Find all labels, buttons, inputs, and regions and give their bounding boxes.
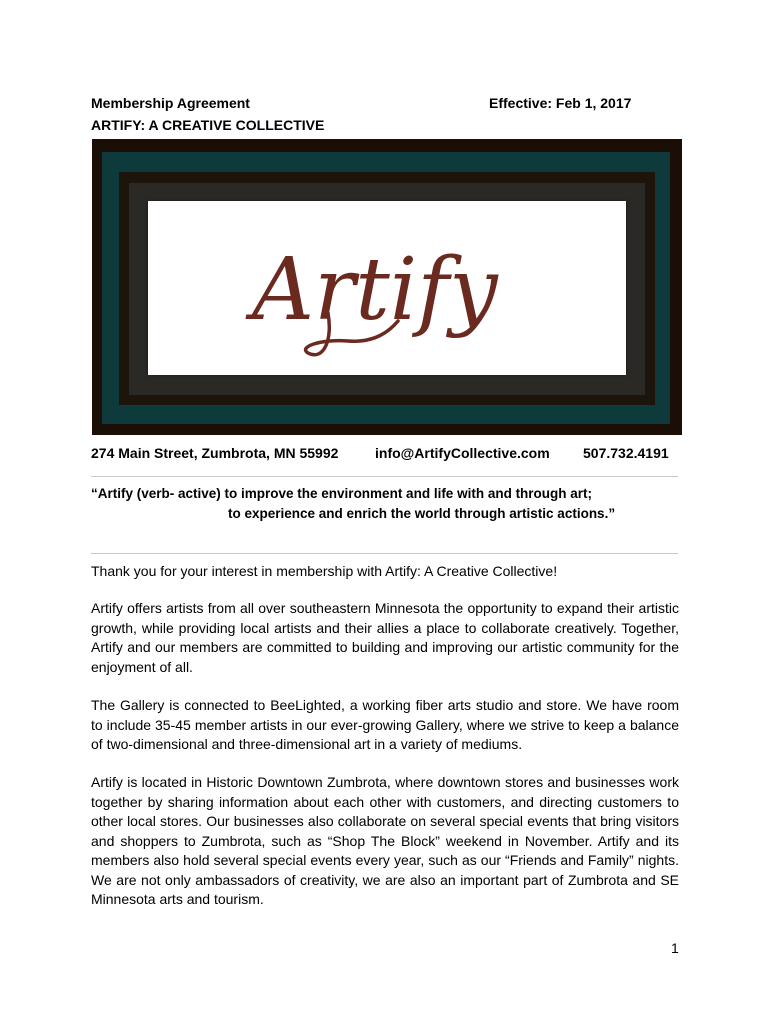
- organization-name: ARTIFY: A CREATIVE COLLECTIVE: [91, 117, 325, 133]
- thanks-paragraph: Thank you for your interest in membership with Artify: A Creative Collective!: [91, 563, 558, 579]
- effective-date: Effective: Feb 1, 2017: [489, 95, 632, 111]
- gallery-paragraph: The Gallery is connected to BeeLighted, a working fiber arts studio and store. We have room to include 35-45 member artists in our ever-growing Gallery, where we strive to keep a balance of two-dimensional and three-dimensional art in a variety of mediums.: [91, 697, 679, 752]
- intro-paragraph: Artify offers artists from all over southeastern Minnesota the opportunity to expand their artistic growth, while providing local artists and their allies a place to collaborate creatively. Together, Artify and our members are committed to building and improving our artistic community for the enjoyment of all.: [91, 600, 679, 675]
- document-title: Membership Agreement: [91, 95, 250, 111]
- quote-line-1: “Artify (verb- active) to improve the environment and life with and through art;: [91, 486, 593, 501]
- divider: [91, 476, 678, 477]
- quote-line-2: to experience and enrich the world through artistic actions.”: [228, 506, 616, 521]
- contact-address: 274 Main Street, Zumbrota, MN 55992: [91, 445, 339, 461]
- logo-frame: [92, 139, 682, 435]
- artify-logo: [148, 201, 626, 375]
- location-paragraph: Artify is located in Historic Downtown Zumbrota, where downtown stores and businesses work together by sharing information about each other with customers, and directing customers to other local stores. Our businesses also collaborate on several special events that bring visitors and shoppers to Zumbrota, such as “Shop The Block” weekend in November. Artify and its members also hold several special events every year, such as our “Friends and Family” nights. We are not only ambassadors of creativity, we are also an important part of Zumbrota and SE Minnesota arts and tourism.: [91, 774, 679, 907]
- contact-phone: 507.732.4191: [583, 445, 669, 461]
- contact-email[interactable]: info@ArtifyCollective.com: [375, 445, 550, 461]
- page-number: 1: [671, 940, 679, 956]
- divider: [91, 553, 678, 554]
- logo-canvas: [148, 201, 626, 375]
- logo-text: Artify: [252, 240, 498, 340]
